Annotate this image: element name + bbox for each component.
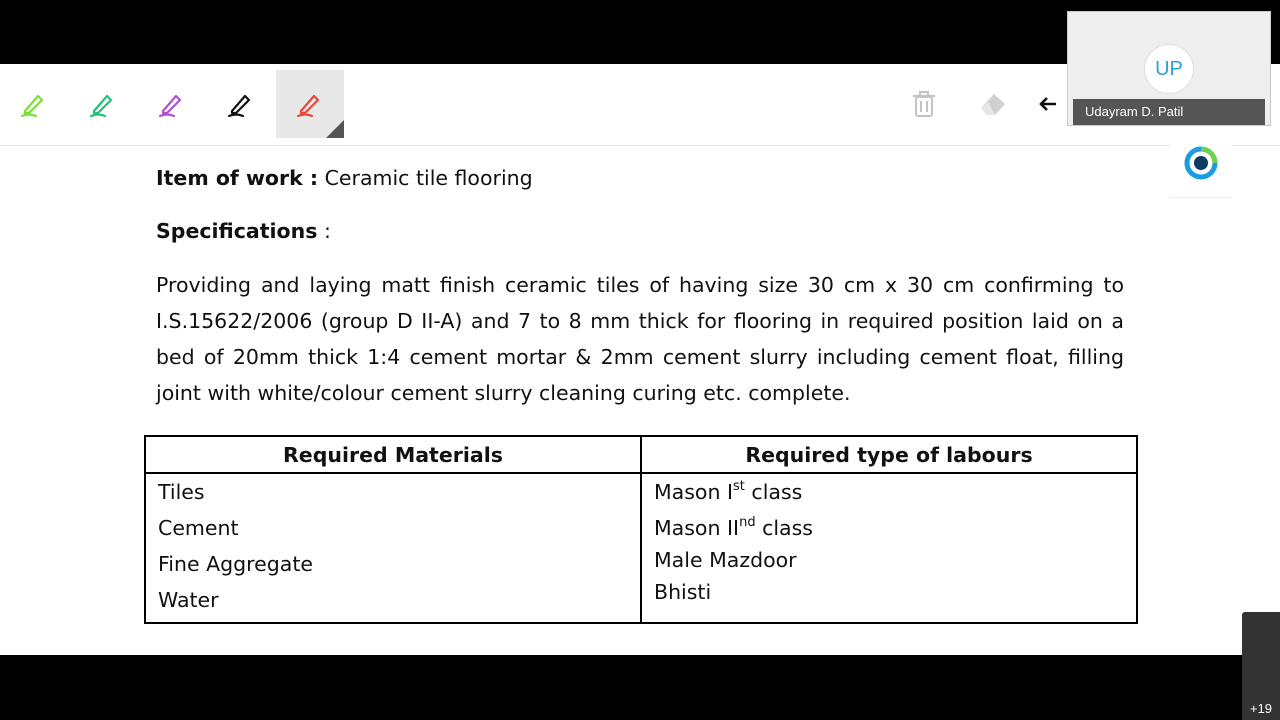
table-header-row	[145, 436, 1137, 473]
avatar: UP	[1144, 44, 1194, 94]
labour-item: Mason IInd class	[654, 515, 813, 540]
item-value: Ceramic tile flooring	[318, 166, 533, 190]
pen-icon	[295, 89, 325, 119]
participants-overflow-panel[interactable]	[1242, 612, 1280, 720]
pen-icon	[19, 89, 49, 119]
webex-logo-icon	[1184, 146, 1218, 180]
participant-name: Udayram D. Patil	[1073, 99, 1265, 125]
clear-annotations-button[interactable]	[890, 70, 958, 138]
labours-cell	[641, 473, 1137, 623]
labour-item: Mason Ist class	[654, 479, 803, 504]
pen-lime-button[interactable]	[0, 70, 68, 138]
material-item: Tiles	[158, 480, 205, 504]
materials-cell	[145, 473, 641, 623]
pen-icon	[157, 89, 187, 119]
meeting-app-button[interactable]	[1170, 128, 1232, 198]
overflow-count: +19	[1249, 701, 1273, 716]
labour-item: Bhisti	[654, 579, 712, 604]
material-item: Cement	[158, 516, 239, 540]
material-item: Fine Aggregate	[158, 552, 313, 576]
undo-button[interactable]	[1028, 70, 1068, 138]
labour-item: Male Mazdoor	[654, 548, 797, 572]
material-item: Water	[158, 588, 219, 612]
pen-red-button[interactable]	[276, 70, 344, 138]
labours-header: Required type of labours	[641, 436, 1137, 473]
specification-paragraph: Providing and laying matt finish ceramic tiles of having size 30 cm x 30 cm confirming to I.S.15622/2006 (group D II-A) and 7 to 8 mm thick for flooring in required position laid on a bed of 20mm thick 1:4 cement mortar & 2mm cement slurry including cement float, filling joint with white/colour cement slurry cleaning curing etc. complete.	[156, 273, 1124, 405]
materials-header: Required Materials	[145, 436, 641, 473]
eraser-icon	[977, 90, 1009, 118]
eraser-button[interactable]	[959, 70, 1027, 138]
participant-video-tile[interactable]	[1067, 11, 1271, 126]
specifications-line	[156, 219, 331, 243]
item-of-work-line	[156, 166, 533, 190]
trash-icon	[911, 90, 937, 118]
item-label: Item of work :	[156, 166, 319, 190]
pen-options-indicator[interactable]	[326, 120, 344, 138]
arrow-left-icon	[1036, 92, 1060, 116]
pen-black-button[interactable]	[207, 70, 275, 138]
shared-slide	[0, 146, 1280, 655]
pen-green-button[interactable]	[69, 70, 137, 138]
pen-purple-button[interactable]	[138, 70, 206, 138]
spec-label: Specifications	[156, 219, 318, 243]
pen-icon	[88, 89, 118, 119]
requirements-table	[144, 435, 1138, 624]
table-row	[145, 473, 1137, 623]
spec-colon: :	[317, 219, 331, 243]
pen-icon	[226, 89, 256, 119]
